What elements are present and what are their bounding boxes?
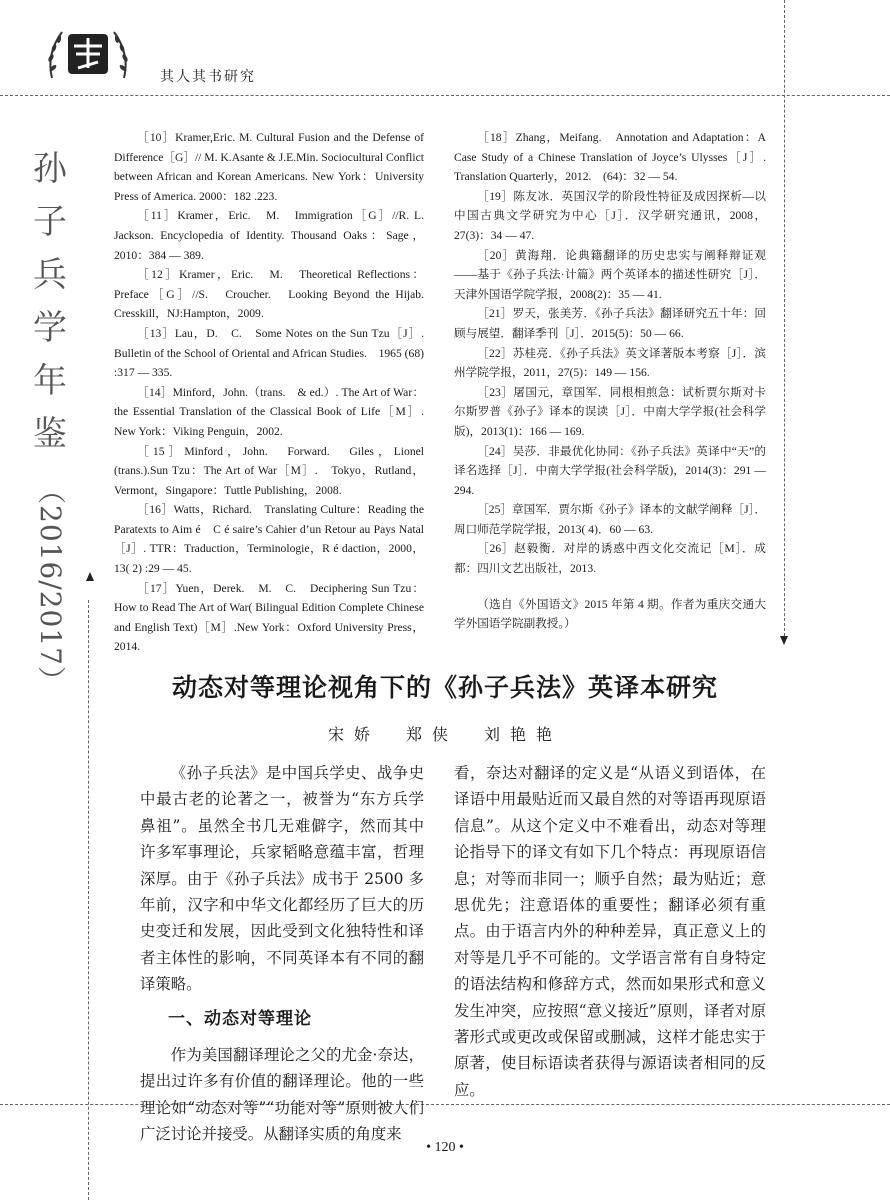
reference-item: ［18］Zhang，Meifang. Annotation and Adaptation：A Case Study of a Chinese Translation of Joyce’s Ulysses［J］. Translation Quarterly，2012. (64)：32 — 54. xyxy=(454,131,766,184)
body-right-column xyxy=(454,760,766,1103)
reference-item: ［15］Minford，John. Forward. Giles，Lionel (trans.).Sun Tzu：The Art of War［M］. Tokyo，Rutland，Vermont，Singapore：Tuttle Publishing，2008. xyxy=(114,444,424,497)
reference-item: ［23］屠国元，章国军．同根相煎急：试析贾尔斯对卡尔斯罗普《孙子》译本的误读［J］．中南大学学报(社会科学版)，2013(1)：166 — 169. xyxy=(454,385,766,438)
side-title xyxy=(30,149,70,695)
reference-item: ［21］罗天，张美芳．《孙子兵法》翻译研究五十年：回顾与展望．翻译季刊［J］．2015(5)：50 — 66. xyxy=(454,307,766,340)
yearbook-emblem-logo xyxy=(42,18,134,90)
reference-item: ［10］Kramer,Eric. M. Cultural Fusion and the Defense of Difference［G］// M. K.Asante & J.E.Min. Sociocultural Conflict between African and Korean Americans. New York：University Press of America. 2000：182 .223. xyxy=(114,131,424,203)
reference-item: ［13］Lau，D. C. Some Notes on the Sun Tzu［J］. Bulletin of the School of Oriental and African Studies. 1965 (68) :317 — 335. xyxy=(114,326,424,380)
reference-item: ［25］章国军．贾尔斯《孙子》译本的文献学阐释［J］．周口师范学院学报，2013( 4)．60 — 63. xyxy=(454,503,766,536)
top-dashed-rule xyxy=(0,95,890,96)
side-title-year: （2016/2017） xyxy=(34,476,67,695)
reference-item: ［17］Yuen，Derek. M. C. Deciphering Sun Tzu：How to Read The Art of War( Bilingual Edition Complete Chinese and English Text)［M］.New York：Oxford University Press，2014. xyxy=(114,581,424,654)
down-arrow-icon xyxy=(780,636,788,645)
reference-item: ［14］Minford，John.（trans. & ed.）. The Art of War：the Essential Translation of the Classical Book of Life［M］. New York：Viking Penguin，2002. xyxy=(114,385,436,438)
references-right-column xyxy=(454,128,766,634)
reference-item: ［12］Kramer，Eric. M. Theoretical Reflections：Preface［G］//S. Croucher. Looking Beyond the Hijab. Cresskill，NJ:Hampton，2009. xyxy=(114,268,424,321)
side-title-char: 孙 xyxy=(33,149,67,189)
body-paragraph: 作为美国翻译理论之父的尤金·奈达，提出过许多有价值的翻译理论。他的一些理论如“动态对等”“功能对等”原则被人们广泛讨论并接受。从翻译实质的角度来 xyxy=(140,1046,424,1144)
reference-item: ［24］吴莎．非最优化协同：《孙子兵法》英译中“天”的译名选择［J］．中南大学学报(社会科学版)，2014(3)：291 — 294. xyxy=(454,444,766,497)
side-title-char: 年 xyxy=(33,361,67,401)
article-authors: 宋娇 郑侠 刘艳艳 xyxy=(327,725,562,744)
running-head: 其人其书研究 xyxy=(160,69,256,85)
reference-item: ［20］黄海翔．论典籍翻译的历史忠实与阐释辩证观——基于《孙子兵法·计篇》两个英译本的描述性研究［J］．天津外国语学院学报，2008(2)：35 — 41. xyxy=(454,248,766,301)
side-title-char: 兵 xyxy=(33,255,67,295)
right-dashed-rule xyxy=(784,0,785,636)
body-left-column xyxy=(140,760,424,1148)
side-title-char: 子 xyxy=(33,202,67,242)
side-title-char: 学 xyxy=(33,308,67,348)
reference-item: ［16］Watts，Richard. Translating Culture：Reading the Paratexts to Aim é C é saire’s Cahier d’un Retour au Pays Natal［J］. TTR：Traduction，Terminologie，R é daction，2000，13( 2) :29 — 45. xyxy=(114,503,424,576)
reference-item: ［22］苏桂亮．《孙子兵法》英文译著版本考察［J］．滨州学院学报，2011，27(5)：149 — 156. xyxy=(454,346,766,380)
reference-item: ［11］Kramer，Eric. M. Immigration［G］//R. L. Jackson. Encyclopedia of Identity. Thousand Oaks：Sage，2010：384 — 389. xyxy=(114,209,424,262)
body-paragraph: 看，奈达对翻译的定义是“从语义到语体，在译语中用最贴近而又最自然的对等语再现原语信息”。从这个定义中不难看出，动态对等理论指导下的译文有如下几个特点：再现原语信息；对等而非同一；顺乎自然；最为贴近；意思优先；注意语体的重要性；翻译必须有重点。由于语言内外的种种差异，真正意义上的对等是几乎不可能的。文学语言常有自身特定的语法结构和修辞方式，然而如果形式和意义发生冲突，应按照“意义接近”原则，译者对原著形式或更改或保留或删减，这样才能忠实于原著，使目标语读者获得与源语读者相同的反应。 xyxy=(454,764,766,1099)
references-left-column xyxy=(114,128,436,657)
reference-item: ［26］赵毅衡．对岸的诱惑中西文化交流记［M］．成都：四川文艺出版社，2013. xyxy=(454,542,766,576)
source-note: （选自《外国语文》2015 年第 4 期。作者为重庆交通大学外国语学院副教授。） xyxy=(454,597,766,631)
page-number: • 120 • xyxy=(426,1140,464,1155)
body-paragraph: 《孙子兵法》是中国兵学史、战争史中最古老的论著之一，被誉为“东方兵学鼻祖”。虽然全书几无难僻字，然而其中许多军事理论，兵家韬略意蕴丰富，哲理深厚。由于《孙子兵法》成书于 2500 多年前，汉字和中华文化都经历了巨大的历史变迁和发展，因此受到文化独特性和译者主体性的影响，不同英译本有不同的翻译策略。 xyxy=(140,764,424,994)
bottom-dashed-rule xyxy=(0,1104,890,1105)
section-heading: 一、动态对等理论 xyxy=(168,1008,312,1029)
side-title-char: 鉴 xyxy=(33,414,67,454)
reference-item: ［19］陈友冰．英国汉学的阶段性特征及成因探析—以中国古典文学研究为中心［J］．汉学研究通讯，2008，27(3)：34 — 47. xyxy=(454,189,766,242)
up-arrow-icon xyxy=(86,572,94,581)
article-title: 动态对等理论视角下的《孙子兵法》英译本研究 xyxy=(171,673,718,702)
